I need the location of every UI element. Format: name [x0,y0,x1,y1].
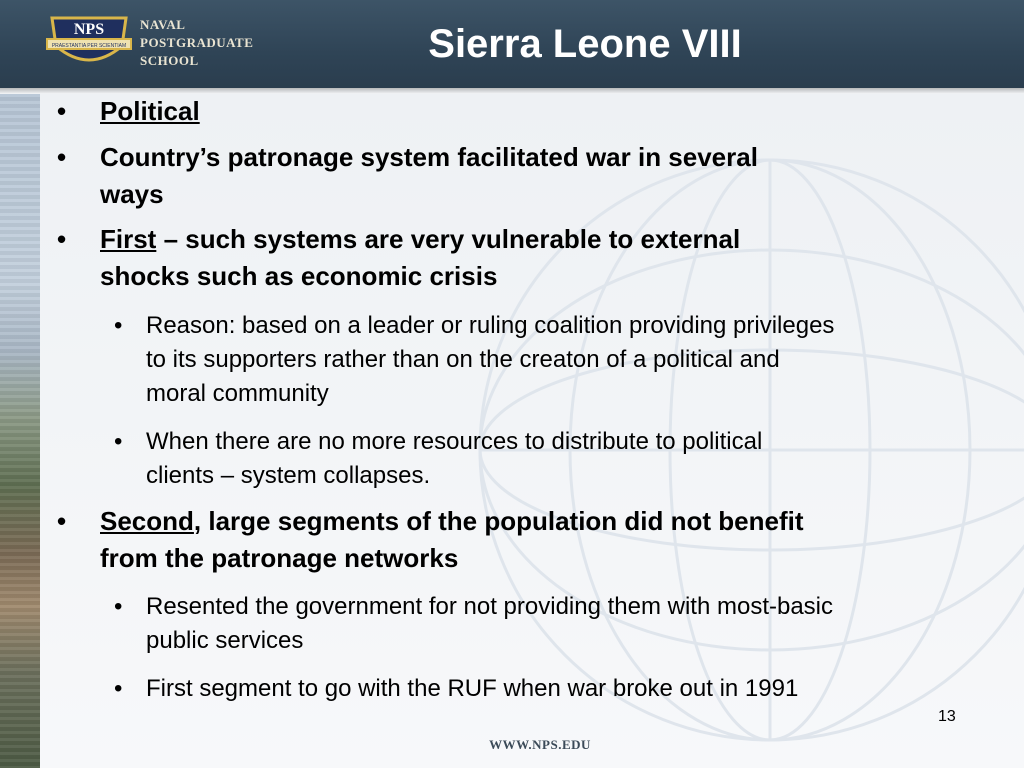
sub-bullet-text-line: Reason: based on a leader or ruling coalition providing privileges [146,312,835,339]
page-number: 13 [938,708,956,725]
sub-bullet-text-line: to its supporters rather than on the creaton of a political and [146,346,780,373]
sub-bullet-dot: • [114,675,123,702]
bullet-heading: Political [100,96,200,126]
sub-bullet-text-line: Resented the government for not providing them with most-basic [146,593,834,620]
wordmark-line: POSTGRADUATE [140,35,254,50]
sub-bullet-item [114,425,763,493]
slide-title: Sierra Leone VIII [428,22,742,66]
sub-bullet-text-line: clients – system collapses. [146,462,431,489]
svg-text:PRAESTANTIA PER SCIENTIAM: PRAESTANTIA PER SCIENTIAM [51,43,127,49]
nps-shield-logo-icon [44,12,134,76]
wordmark-line: NAVAL [140,17,186,32]
header-band [0,0,1024,88]
bullet-text-line: from the patronage networks [100,543,459,573]
sub-bullet-item [114,309,835,411]
bullet-text: – such systems are very vulnerable to external [156,224,741,254]
bullet-dot: • [57,224,67,254]
bullet-dot: • [57,506,67,536]
footer-url: WWW.NPS.EDU [489,737,591,752]
svg-text:NPS: NPS [73,21,105,38]
bullet-item [57,93,200,130]
bullet-item [57,221,741,295]
sub-bullet-dot: • [114,312,123,339]
sub-bullet-dot: • [114,428,123,455]
bullet-text-line: shocks such as economic crisis [100,261,498,291]
bullet-dot: • [57,142,67,172]
bullet-text: , large segments of the population did not benefit [193,506,804,536]
sub-bullet-item [114,672,799,706]
bullet-heading: Second [100,506,194,536]
bullet-dot: • [57,96,67,126]
sub-bullet-text-line: moral community [146,380,329,407]
campus-photo-strip [0,94,40,768]
bullet-item [57,139,758,213]
school-wordmark [140,16,260,70]
wordmark-line: SCHOOL [140,53,199,68]
bullet-text-line: ways [100,179,164,209]
sub-bullet-text-line: public services [146,627,304,654]
sub-bullet-text-line: When there are no more resources to distribute to political [146,428,763,455]
sub-bullet-text-line: First segment to go with the RUF when war broke out in 1991 [146,675,799,702]
bullet-item [57,503,804,577]
bullet-heading: First [100,224,157,254]
sub-bullet-item [114,590,834,658]
bullet-text-line: Country’s patronage system facilitated war in several [100,142,758,172]
sub-bullet-dot: • [114,593,123,620]
